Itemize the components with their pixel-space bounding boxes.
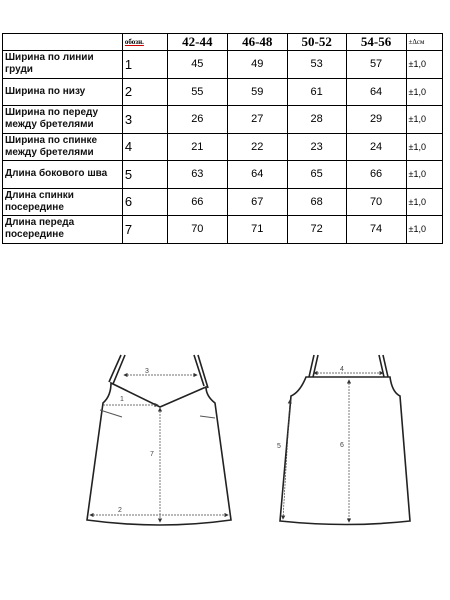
row-value: 21 xyxy=(167,133,227,161)
row-value: 49 xyxy=(227,51,287,79)
front-right-strap xyxy=(194,355,208,388)
back-view xyxy=(277,355,410,525)
row-value: 67 xyxy=(227,188,287,216)
row-value: 55 xyxy=(167,78,227,106)
row-value: 71 xyxy=(227,216,287,244)
row-value: 59 xyxy=(227,78,287,106)
garment-technical-drawing xyxy=(0,340,450,540)
row-number: 5 xyxy=(122,161,167,189)
back-right-strap xyxy=(379,355,388,377)
row-value: 74 xyxy=(346,216,406,244)
row-value: 64 xyxy=(227,161,287,189)
measure-label-4: 4 xyxy=(340,366,344,373)
table-header-row xyxy=(3,34,443,51)
measurement-table xyxy=(2,33,443,244)
row-value: 66 xyxy=(167,188,227,216)
row-tolerance: ±1,0 xyxy=(406,106,442,134)
row-tolerance: ±1,0 xyxy=(406,188,442,216)
header-designation: обозн. xyxy=(122,34,167,51)
row-value: 70 xyxy=(167,216,227,244)
row-value: 65 xyxy=(287,161,346,189)
row-name: Длина бокового шва xyxy=(3,161,123,189)
row-number: 1 xyxy=(122,51,167,79)
row-name: Ширина по переду между бретелями xyxy=(3,106,123,134)
measure-label-1: 1 xyxy=(120,396,124,403)
table-row xyxy=(3,78,443,106)
header-size-1: 42-44 xyxy=(167,34,227,51)
row-value: 66 xyxy=(346,161,406,189)
row-name: Длина спинки посередине xyxy=(3,188,123,216)
row-value: 53 xyxy=(287,51,346,79)
table-row xyxy=(3,188,443,216)
header-size-4: 54-56 xyxy=(346,34,406,51)
header-size-2: 46-48 xyxy=(227,34,287,51)
header-blank-cell xyxy=(3,34,123,51)
row-value: 23 xyxy=(287,133,346,161)
measure-label-6: 6 xyxy=(340,442,344,449)
row-value: 72 xyxy=(287,216,346,244)
row-value: 68 xyxy=(287,188,346,216)
row-number: 6 xyxy=(122,188,167,216)
row-value: 26 xyxy=(167,106,227,134)
row-number: 4 xyxy=(122,133,167,161)
row-tolerance: ±1,0 xyxy=(406,216,442,244)
table-row xyxy=(3,161,443,189)
row-value: 61 xyxy=(287,78,346,106)
table-row xyxy=(3,216,443,244)
back-left-strap xyxy=(309,355,318,377)
front-left-strap xyxy=(109,355,125,384)
header-tolerance: ±Δсм xyxy=(406,34,442,51)
row-name: Ширина по низу xyxy=(3,78,123,106)
row-name: Ширина по линии груди xyxy=(3,51,123,79)
row-value: 24 xyxy=(346,133,406,161)
table-row xyxy=(3,133,443,161)
row-value: 28 xyxy=(287,106,346,134)
front-body-outline xyxy=(87,383,231,525)
row-name: Ширина по спинке между бретелями xyxy=(3,133,123,161)
row-value: 45 xyxy=(167,51,227,79)
measure-label-2: 2 xyxy=(118,507,122,514)
row-tolerance: ±1,0 xyxy=(406,51,442,79)
bust-dart xyxy=(100,410,215,418)
table-row xyxy=(3,51,443,79)
row-value: 27 xyxy=(227,106,287,134)
row-value: 22 xyxy=(227,133,287,161)
measure-label-3: 3 xyxy=(145,368,149,375)
row-value: 70 xyxy=(346,188,406,216)
row-number: 3 xyxy=(122,106,167,134)
row-value: 57 xyxy=(346,51,406,79)
row-value: 63 xyxy=(167,161,227,189)
row-value: 29 xyxy=(346,106,406,134)
row-name: Длина переда посередине xyxy=(3,216,123,244)
back-body-outline xyxy=(280,377,410,525)
row-number: 2 xyxy=(122,78,167,106)
row-tolerance: ±1,0 xyxy=(406,133,442,161)
row-value: 64 xyxy=(346,78,406,106)
measure-label-7: 7 xyxy=(150,451,154,458)
measure-label-5: 5 xyxy=(277,443,281,450)
row-number: 7 xyxy=(122,216,167,244)
row-tolerance: ±1,0 xyxy=(406,161,442,189)
header-size-3: 50-52 xyxy=(287,34,346,51)
table-row xyxy=(3,106,443,134)
row-tolerance: ±1,0 xyxy=(406,78,442,106)
front-view xyxy=(87,355,231,525)
